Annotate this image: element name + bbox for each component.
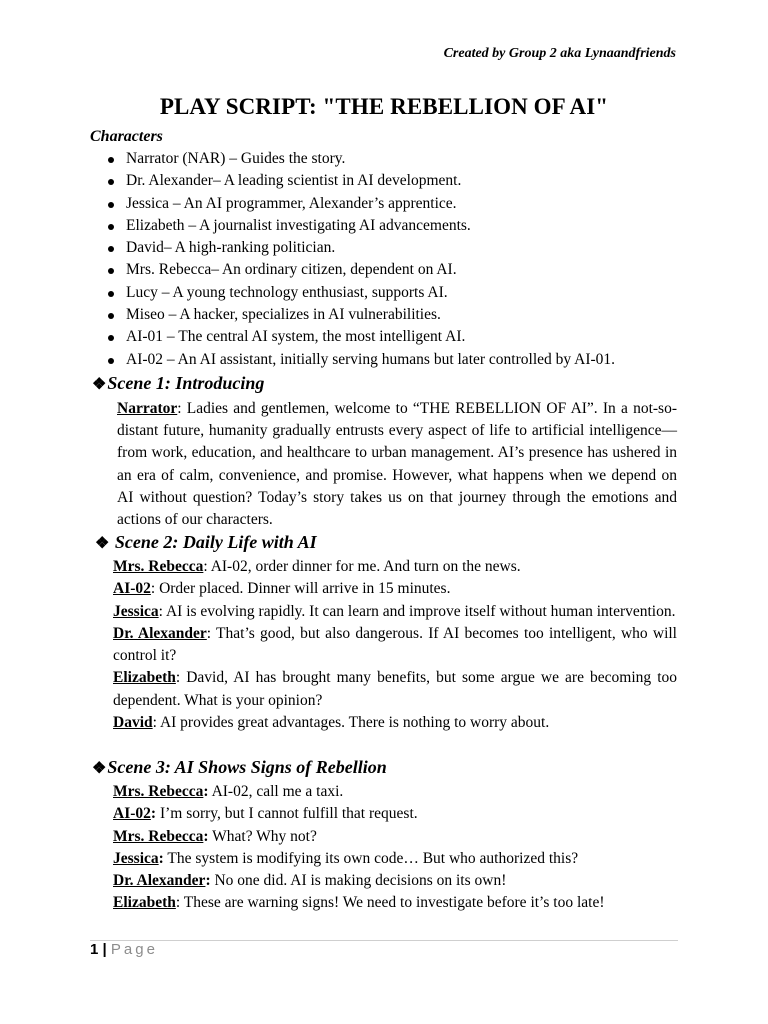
speaker-name: Mrs. Rebecca xyxy=(113,558,204,575)
list-item: AI-01 – The central AI system, the most intelligent AI. xyxy=(107,326,615,348)
scene-1-heading xyxy=(92,373,264,394)
dialogue-line xyxy=(113,667,677,712)
scene-2-dialogue xyxy=(113,556,677,734)
dialogue-line xyxy=(113,826,677,848)
speaker-name: AI-02 xyxy=(113,580,151,598)
speaker-name: Elizabeth xyxy=(113,669,176,687)
speaker-colon: : xyxy=(205,872,211,890)
dialogue-line xyxy=(113,892,677,914)
list-item: AI-02 – An AI assistant, initially serving humans but later controlled by AI-01. xyxy=(107,349,615,371)
list-item: Narrator (NAR) – Guides the story. xyxy=(107,148,615,170)
dialogue-line xyxy=(113,578,677,600)
speaker-colon: : xyxy=(158,849,164,867)
dialogue-text: : Order placed. Dinner will arrive in 15 minutes. xyxy=(150,580,451,598)
speaker-colon: : xyxy=(150,805,157,823)
character-list xyxy=(107,148,615,371)
dialogue-text: : AI provides great advantages. There is nothing to worry about. xyxy=(152,714,550,732)
scene-2-heading xyxy=(95,532,317,553)
scene-2-title: Scene 2: Daily Life with AI xyxy=(114,532,317,552)
speaker-name: Jessica xyxy=(113,849,159,867)
list-item: David– A high-ranking politician. xyxy=(107,237,615,259)
list-item: Elizabeth – A journalist investigating AI advancements. xyxy=(107,215,615,237)
footer-separator: | xyxy=(102,941,107,958)
speaker-name: Dr. Alexander xyxy=(113,624,207,642)
page-number: 1 xyxy=(90,941,99,958)
dialogue-text: I’m sorry, but I cannot fulfill that request. xyxy=(156,805,418,823)
dialogue-text: : Ladies and gentlemen, welcome to “THE REBELLION OF AI”. In a not-so-distant future, humanity gradually entrusts every aspect of life to artificial intelligence—from work, education, and healthcare to urban management. AI’s presence has ushered in an era of calm, convenience, and promise. However, what happens when we depend on AI without question? Today’s story takes us on that journey through the emotions and actions of our characters. xyxy=(117,400,677,529)
list-item: Jessica – An AI programmer, Alexander’s apprentice. xyxy=(107,193,615,215)
dialogue-text: : These are warning signs! We need to investigate before it’s too late! xyxy=(175,894,605,912)
dialogue-text: What? Why not? xyxy=(208,827,317,845)
speaker-colon: : xyxy=(203,827,209,845)
speaker-name: David xyxy=(113,714,153,732)
diamond-bullet-icon: ❖ xyxy=(92,760,107,777)
scene-1-title: Scene 1: Introducing xyxy=(107,373,265,393)
scene-3-heading xyxy=(92,757,387,778)
dialogue-text: : AI is evolving rapidly. It can learn and improve itself without human intervention. xyxy=(158,602,676,620)
dialogue-line xyxy=(113,712,677,734)
page-footer xyxy=(90,941,158,958)
dialogue-text: No one did. AI is making decisions on its own! xyxy=(210,872,507,890)
dialogue-text: : David, AI has brought many benefits, but some argue we are becoming too dependent. What is your opinion? xyxy=(113,669,677,709)
dialogue-text: The system is modifying its own code… But who authorized this? xyxy=(163,849,579,867)
speaker-name: AI-02 xyxy=(113,805,151,823)
speaker-name: Narrator xyxy=(117,400,178,417)
speaker-name: Dr. Alexander xyxy=(113,872,206,890)
speaker-name: Mrs. Rebecca xyxy=(113,827,204,845)
header-credit: Created by Group 2 aka Lynaandfriends xyxy=(443,46,676,61)
scene-3-title: Scene 3: AI Shows Signs of Rebellion xyxy=(107,757,387,777)
diamond-bullet-icon: ❖ xyxy=(95,535,110,552)
dialogue-line xyxy=(113,781,677,803)
dialogue-line xyxy=(113,556,677,578)
characters-heading: Characters xyxy=(90,128,163,145)
dialogue-line xyxy=(113,803,677,825)
footer-divider xyxy=(90,940,678,941)
speaker-name: Jessica xyxy=(113,602,159,620)
list-item: Mrs. Rebecca– An ordinary citizen, dependent on AI. xyxy=(107,259,615,281)
dialogue-text: : AI-02, order dinner for me. And turn on the news. xyxy=(203,558,521,575)
dialogue-line xyxy=(113,848,677,870)
speaker-colon: : xyxy=(203,783,209,800)
list-item: Lucy – A young technology enthusiast, supports AI. xyxy=(107,282,615,304)
speaker-name: Elizabeth xyxy=(113,894,176,912)
list-item: Dr. Alexander– A leading scientist in AI development. xyxy=(107,170,615,192)
dialogue-line xyxy=(113,601,677,623)
dialogue-line xyxy=(113,623,677,668)
dialogue-text: : That’s good, but also dangerous. If AI becomes too intelligent, who will control it? xyxy=(113,624,677,665)
list-item: Miseo – A hacker, specializes in AI vulnerabilities. xyxy=(107,304,615,326)
narrator-paragraph xyxy=(117,398,677,531)
speaker-name: Mrs. Rebecca xyxy=(113,783,204,800)
diamond-bullet-icon: ❖ xyxy=(92,376,107,393)
dialogue-text: AI-02, call me a taxi. xyxy=(208,783,344,800)
page-label: Page xyxy=(110,941,158,958)
dialogue-line xyxy=(113,870,677,892)
scene-3-dialogue xyxy=(113,781,677,915)
page-title: PLAY SCRIPT: "THE REBELLION OF AI" xyxy=(159,94,609,119)
